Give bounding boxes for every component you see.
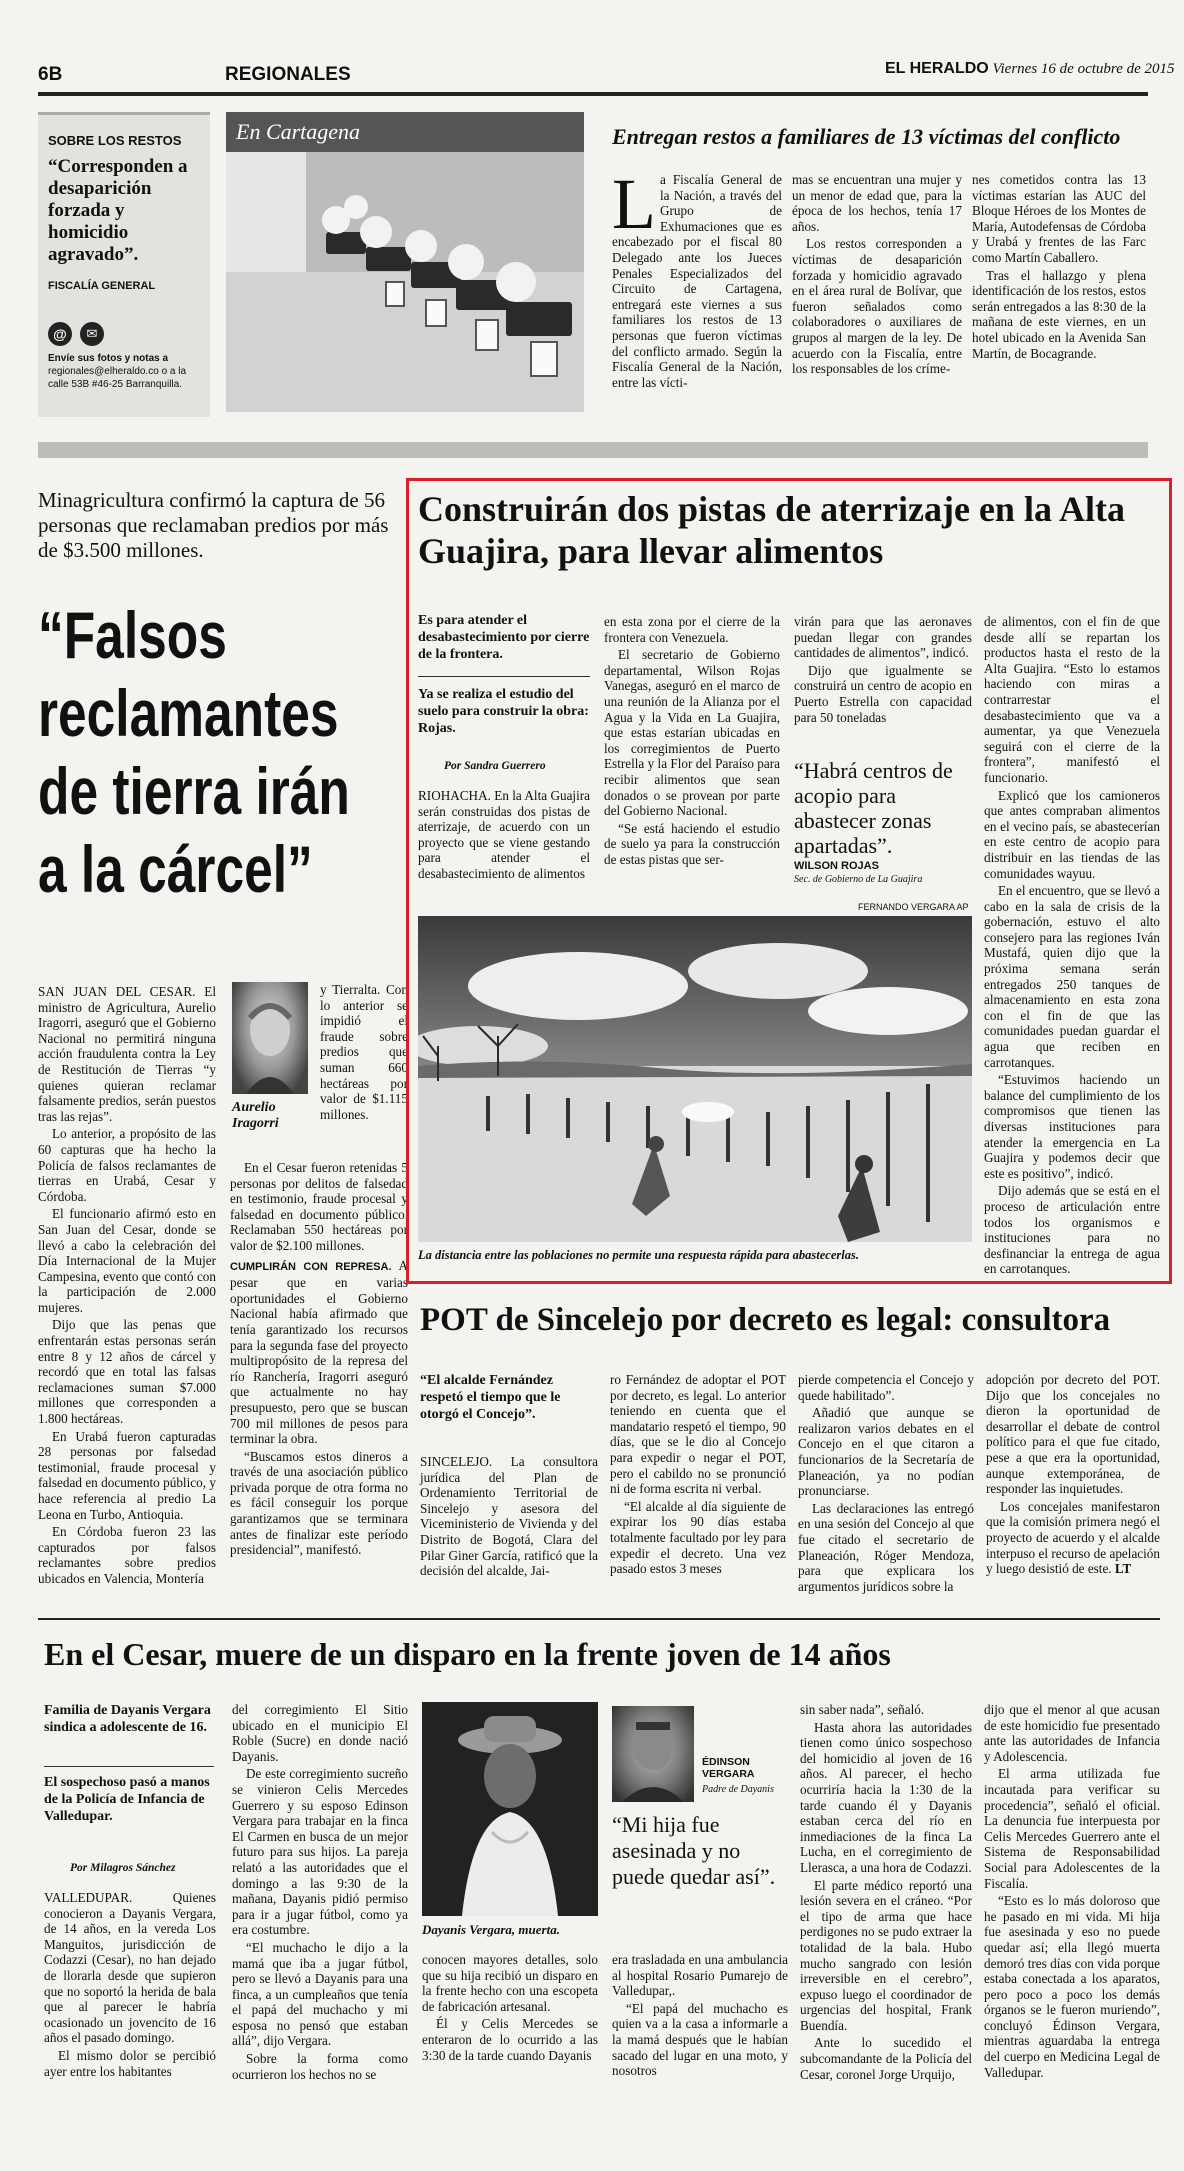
sidebar-label: SOBRE LOS RESTOS [48, 133, 182, 148]
cesar-col4-p1: era trasladada en una ambulancia al hospital Rosario Pumarejo de Valledupar,. [612, 1952, 788, 1999]
cesar-col-4 [612, 1952, 788, 2081]
falsos-p5: En Urabá fueron capturadas 28 personas por falsedad testimonial, fraude procesal y falsedad en documento público, y hace referencia al predio La Leona en Turbo, Antioquia. [38, 1428, 216, 1522]
falsos-p1 [38, 984, 216, 1124]
pistas-quote-author: WILSON ROJAS [794, 860, 879, 872]
portrait-illustration [232, 982, 308, 1094]
dayanis-photo [422, 1702, 598, 1916]
sidebar-contact [48, 352, 200, 391]
cesar-pull-quote: “Mi hija fue asesinada y no puede quedar así”. [612, 1812, 776, 1889]
falsos-col2-p3-text: A pesar que en varias oportunidades el Gobierno Nacional había afirmado que tenía garantizado los recursos para la segunda fase del proyecto multipropósito de la represa del río Ranchería, Iragorri aseguró que actualmente no hay presupuesto, pero que se buscan 700 mil millones de pesos para terminar la obra. [230, 1257, 408, 1447]
cesar-col6-p3: “Esto es lo más doloroso que he pasado en mi vida. Mi hija fue asesinada y eso no puede quedar así; ella llegó muerta demoró tres días con vida porque estaba conectada a los aparatos, pero poco a poco los demás órganos se le fueron muriendo”, concluyó Édinson Vergara, mientras aguardaba la entrega del cuerpo en Medicina Legal de Valledupar. [984, 1893, 1160, 2080]
cartagena-col3b-text: Tras el hallazgo y plena identificación de los restos, estos serán entregados a las 8:30 de la mañana de este viernes, en un hotel ubicado en la Avenida San Martín, de Bocagrande. [972, 267, 1146, 361]
pistas-headline: Construirán dos pistas de aterrizaje en la Alta Guajira, para llevar alimentos [418, 489, 1125, 571]
cartagena-tag: En Cartagena [226, 112, 584, 152]
cesar-col-3 [422, 1952, 598, 2065]
pistas-col-1 [418, 788, 590, 884]
falsos-deck: Minagricultura confirmó la captura de 56 personas que reclamaban predios por más de $3.500 millones. [38, 488, 389, 562]
pistas-col3-p2: Dijo que igualmente se construirá un centro de acopio en Puerto Estrella con capacidad para 50 toneladas [794, 662, 972, 725]
cesar-col3-p1: conocen mayores detalles, solo que su hija recibió un disparo en la frente hecho con una escopeta de fabricación artesanal. [422, 1952, 598, 2014]
cesar-col6-p2: El arma utilizada fue incautada para verificar su procedencia”, señaló el oficial. La denuncia fue interpuesta por Celis Mercedes Guerrero ante el Sistema de Responsabilidad Social para Adolescentes de la Fiscalía. [984, 1766, 1160, 1891]
falsos-headline-line: a la cárcel” [38, 832, 313, 906]
pistas-col1-text: En la Alta Guajira serán construidas dos pistas de aterrizaje, de acuerdo con un proyecto que se viene gestando para atender el desabastecimiento de alimentos [418, 788, 591, 881]
cartagena-headline: Entregan restos a familiares de 13 víctimas del conflicto [612, 124, 1121, 149]
pot-col4-p2-text: Los concejales manifestaron que la comisión primera negó el proyecto de acuerdo y el alcalde interpuso el recurso de apelación y luego desistió de este. [986, 1498, 1160, 1577]
pistas-quote-role: Sec. de Gobierno de La Guajira [794, 874, 923, 885]
sidebar-box [38, 112, 210, 417]
pistas-col3-p1: virán para que las aeronaves puedan llegar con grandes cantidades de alimentos”, indicó. [794, 614, 972, 661]
pistas-dateline: RIOHACHA. [418, 788, 491, 803]
pot-col3-p2: Añadió que aunque se realizaron varios debates en el Concejo en el que citaron a funcionarios de la Secretaría de Planeación, ya no podían pronunciarse. [798, 1405, 974, 1499]
cesar-headline: En el Cesar, muere de un disparo en la frente joven de 14 años [44, 1636, 891, 1672]
pot-col1-text: La consultora jurídica del Plan de Ordenamiento Territorial de Sincelejo y asesora del Viceministerio de Vivienda y del Distrito de Bogotá, Clara del Pilar Giner García, ratificó que la decisión del alcalde, Jai- [420, 1454, 599, 1579]
pistas-col-2 [604, 614, 780, 870]
iragorri-caption: Aurelio Iragorri [232, 1100, 279, 1131]
falsos-p6: En Córdoba fueron 23 las capturados por falsos reclamantes sobre predios ubicados en Valencia, Montería [38, 1524, 216, 1586]
pot-col4-p2 [986, 1499, 1160, 1577]
cesar-dateline: VALLEDUPAR. [44, 1890, 133, 1905]
cesar-col5-p1: sin saber nada”, señaló. [800, 1702, 925, 1717]
pistas-col4-p2: Explicó que los camioneros que antes compraban alimentos en el vecino país, se abastecerían en este centro de acopio para distribuir en las tiendas de las comunidades wayuu. [984, 787, 1160, 881]
section-divider-bar [38, 442, 1148, 458]
pistas-rule [418, 676, 590, 677]
pot-col3-p3: Las declaraciones las entregó en una sesión del Concejo al que fue citado el secretario de Planeación, Róger Mendoza, para que explicara los argumentos jurídicos sobre la [798, 1500, 974, 1594]
pistas-col4-p3: En el encuentro, que se llevó a cabo en la sala de crisis de la gobernación, estuvo el alto consejero para las regiones Iván Mustafá, quien dijo que la próxima semana serán entregados 250 tanques de almacenamiento en esta zona con el fin de que las comunidades puedan guardar el agua que reciben en carrotanques. [984, 883, 1160, 1070]
father-photo [612, 1706, 694, 1802]
iragorri-photo [232, 982, 308, 1094]
cesar-col4-p2: “El papá del muchacho es quien va a la casa a informarle a la mamá después que le habían sacado del lugar en una moto, y nosotros [612, 2000, 788, 2079]
falsos-subhead: CUMPLIRÁN CON REPRESA. [230, 1260, 392, 1273]
cesar-brief-rule [44, 1766, 214, 1767]
guajira-photo [418, 916, 972, 1242]
falsos-p4: Dijo que las penas que enfrentarán estas personas serán entre 8 y 12 años de cárcel y recordó que en total las falsas reclamaciones suman $7.000 millones que corresponden a 1.800 hectáreas. [38, 1317, 216, 1427]
at-icon: @ [48, 322, 72, 346]
pistas-col2-p1: en esta zona por el cierre de la frontera con Venezuela. [604, 614, 780, 645]
dayanis-caption: Dayanis Vergara, muerta. [422, 1922, 560, 1937]
drop-cap: L [612, 164, 656, 244]
falsos-col2-p3 [230, 1258, 408, 1447]
cesar-col1-p1: Quienes conocieron a Dayanis Vergara, de 14 años, en la vereda Los Manguitos, jurisdicción de Codazzi (Cesar), no han dejado de llorarla desde que supieron que no soportó la herida de bala que al parecer le habría ocasionado un jovencito de 16 años el pasado domingo. [44, 1890, 216, 2046]
cesar-col3-p2: Él y Celis Mercedes se enteraron de lo ocurrido a las 3:30 de la tarde cuando Dayanis [422, 2016, 598, 2063]
falsos-col-1 [38, 984, 216, 1589]
cesar-col2-p2: De este corregimiento sucreño se vinieron Celis Mercedes Guerrero y su esposo Edinson Vergara para trabajar en la finca El Carmen en busca de un mejor futuro para sus hijos. La pareja relató a las autoridades que el domingo a las 9:30 de la mañana, Dayanis pidió permiso para ir a jugar fútbol, como ya era costumbre. [232, 1766, 408, 1938]
cesar-col5-p3: El parte médico reportó una lesión severa en el cráneo. “Por el tipo de arma que hace perdigones no se pudo extraer la totalidad de la bala. Hubo mucho sangrado con lesión irreversible en el cerebro”, expuso luego el coordinador de urgencias del hospital, Frank Buendía. [800, 1877, 972, 2033]
pot-col-4 [986, 1372, 1160, 1579]
pot-col2-p1: ro Fernández de adoptar el POT por decreto, es legal. Lo anterior teniendo en cuenta que el mandatario respetó el tiempo, 90 días, que se le dio al Concejo para expedir o negar el POT, pero el cabildo no se pronunció ni de forma escrita ni verbal. [610, 1372, 786, 1497]
falsos-headline [38, 596, 408, 908]
falsos-headline-line: reclamantes [38, 676, 339, 750]
falsos-headline-line: “Falsos [38, 598, 227, 672]
pistas-col-4 [984, 614, 1160, 1279]
father-portrait [612, 1706, 694, 1802]
sidebar-icons [48, 322, 210, 346]
falsos-headline-line: de tierra irán [38, 754, 350, 828]
cartagena-col-3 [972, 172, 1146, 363]
falsos-p3: El funcionario afirmó esto en San Juan del Cesar, donde se llevó a cabo la celebración del Día Internacional de la Mujer Campesina, evento que contó con la participación de 2.000 mujeres. [38, 1206, 216, 1315]
cesar-top-rule [38, 1618, 1160, 1620]
cesar-byline: Por Milagros Sánchez [70, 1862, 176, 1874]
cartagena-col2b-text: Los restos corresponden a víctimas de desaparición forzada y homicidio agravado en el área rural de Bolívar, que fueron señalados como colaboradores o auxiliares de grupos al margen de la ley. De acuerdo con la Fiscalía, entre los responsables de los críme- [792, 236, 962, 377]
falsos-p1-text: El ministro de Agricultura, Aurelio Iragorri, aseguró que el Gobierno Nacional no permitirá ninguna acción fraudulenta contra la Ley de Restitución de Tierras “y quienes quieran reclamar falsamente predios, serán puestos tras las rejas”. [38, 984, 217, 1124]
pot-col-3 [798, 1372, 974, 1596]
pot-col-2 [610, 1372, 786, 1579]
pistas-col-3 [794, 614, 972, 727]
falsos-col2-top-text: y Tierralta. Con lo anterior se impidió el fraude sobre predios que suman 660 hectáreas por valor de $1.115 millones. [320, 982, 408, 1122]
pistas-brief-1: Es para atender el desabastecimiento por cierre de la frontera. [418, 613, 590, 662]
sidebar-source: FISCALÍA GENERAL [48, 280, 156, 292]
cesar-brief-2: El sospechoso pasó a manos de la Policía de Infancia de Valledupar. [44, 1775, 210, 1824]
cesar-col6-p1: dijo que el menor al que acusan de este homicidio fue presentado ante las autoridades de Infancia y Adolescencia. [984, 1702, 1160, 1764]
desert-landscape [418, 916, 972, 1242]
contact-address: o a la calle 53B #46-25 Barranquilla. [48, 366, 187, 390]
cesar-brief-1: Familia de Dayanis Vergara sindica a adolescente de 16. [44, 1703, 211, 1735]
cartagena-col1-text: a Fiscalía General de la Nación, a través del Grupo de Exhumaciones que es encabezado por el fiscal 80 Delegado ante los Jueces Penales Especializados del Circuito de Cartagena, entregará este viernes a sus familiares los restos de 13 personas que fueron víctimas del conflicto armado. Según la Fiscalía General de la Nación, entre las vícti- [612, 172, 782, 390]
masthead [885, 60, 1175, 78]
falsos-col-2-top [320, 982, 408, 1124]
pot-sign: LT [1114, 1561, 1132, 1577]
falsos-col-2 [230, 1160, 408, 1560]
pot-headline: POT de Sincelejo por decreto es legal: consultora [420, 1302, 1111, 1338]
pistas-col2-p3: “Se está haciendo el estudio de suelo ya para la construcción de estas pistas que ser- [604, 820, 780, 867]
pistas-col4-p5: Dijo además que se está en el proceso de articulación entre todos los organismos e instituciones para no desfinanciar la entrega de agua en carrotanques. [984, 1183, 1160, 1277]
cesar-col-2 [232, 1702, 408, 2084]
cartagena-photo [226, 112, 584, 412]
cesar-col2-p1: del corregimiento El Sitio ubicado en el municipio El Roble (Sucre) en donde nació Dayanis. [232, 1702, 408, 1764]
pistas-brief-2: Ya se realiza el estudio del suelo para construir la obra: Rojas. [418, 687, 589, 736]
pistas-col2-p2: El secretario de Gobierno departamental, Wilson Rojas Vanegas, aseguró en el marco de una reunión de la Alianza por el Agua y la Vida en La Guajira, que estas estarían ubicadas en los corregimientos de Puerto Estrella y la Flor del Paraíso para recibir alimentos que sean donados o se provean por parte del Gobierno Nacional. [604, 647, 780, 819]
pot-dateline: SINCELEJO. [420, 1454, 493, 1469]
section-name: REGIONALES [225, 64, 351, 85]
pistas-col4-p4: “Estuvimos haciendo un balance del cumplimiento de los compromisos que tienen las diversas instituciones para atender la emergencia en La Guajira y podemos decir que este es positivo”, indicó. [984, 1072, 1160, 1181]
cesar-col-1 [44, 1890, 216, 2081]
page-number: 6B [38, 64, 63, 85]
coffins-illustration [226, 112, 584, 412]
cesar-col-5 [800, 1702, 972, 2084]
father-name: ÉDINSON VERGARA [702, 1756, 755, 1780]
pot-col4-p1: adopción por decreto del POT. Dijo que los concejales no dieron la oportunidad de desarrollar el debate de control político para el que fue citado, pese a que era la oportunidad, aunque extemporánea, de responder las inquietudes. [986, 1372, 1160, 1497]
cesar-col5-p4: Ante lo sucedido el subcomandante de la Policía del Cesar, coronel Jorge Urquijo, [800, 2035, 972, 2082]
pistas-col4-p1: de alimentos, con el fin de que desde allí se repartan los productos hasta el resto de la Alta Guajira. “Esto lo estamos haciendo con miras a contrarrestar el desabastecimiento que va a aumentar, ya que Venezuela seguirá con el cierre de la frontera”, manifestó el funcionario. [984, 614, 1160, 785]
cesar-col2-p3: “El muchacho le dijo a la mamá que iba a jugar fútbol, pero se llevó a Dayanis para una finca, a un cumpleaños que tenía el papá del muchacho y mi esposa no pensó que estaban allá”, dijo Vergara. [232, 1939, 408, 2049]
pot-col3-p1: pierde competencia el Concejo y quede habilitado”. [798, 1372, 974, 1403]
cesar-col1-p2: El mismo dolor se percibió ayer entre los habitantes [44, 2047, 216, 2079]
cesar-col2-p4: Sobre la forma como ocurrieron los hechos no se [232, 2051, 408, 2082]
sidebar-quote: “Corresponden a desaparición forzada y homicidio agravado”. [48, 156, 188, 265]
pistas-pull-quote: “Habrá centros de acopio para abastecer zonas apartadas”. [794, 758, 953, 858]
cesar-col5-p2: Hasta ahora las autoridades tienen como único sospechoso del homicidio al joven de 16 años. Al parecer, el hecho ocurriría hacia la 1:30 de la tarde cuando él y Dayanis estaban cerca del río en inmediaciones de la finca La Lucha, en el corregimiento de Llerasca, a una hora de Codazzi. [800, 1719, 972, 1875]
father-role: Padre de Dayanis [702, 1784, 774, 1795]
contact-text: Envíe sus fotos y notas a [48, 353, 169, 364]
falsos-col2-p4: “Buscamos estos dineros a través de una asociación público privada porque de otra forma no es fácil conseguir los porque garantizamos que se terminara antes de finalizar este período presidencial”, manifestó. [230, 1448, 408, 1558]
cartagena-col-1 [612, 164, 782, 390]
falsos-p2: Lo anterior, a propósito de las 60 capturas que ha hecho la Policía de falsos reclamantes de tierras en Urabá, Cesar y Córdoba. [38, 1126, 216, 1204]
cartagena-col3-text: nes cometidos contra las 13 víctimas estarían las AUC del Bloque Héroes de los Montes de María, Autodefensas de Córdoba y Urabá y frentes de las Farc como Martín Caballero. [972, 172, 1146, 265]
pot-col-1 [420, 1454, 598, 1581]
header-rule [38, 92, 1148, 96]
pistas-byline: Por Sandra Guerrero [444, 760, 546, 772]
contact-email[interactable]: regionales@elheraldo.co [48, 366, 159, 377]
photo-credit: FERNANDO VERGARA AP [858, 902, 969, 912]
falsos-col2-p2: En el Cesar fueron retenidas 5 personas por delitos de falsedad en testimonio, fraude procesal y falsedad en documento público. Reclamaban 550 hectáreas por valor de $2.100 millones. [230, 1160, 408, 1253]
falsos-dateline: SAN JUAN DEL CESAR. [38, 984, 196, 999]
cartagena-col2-text: mas se encuentran una mujer y un menor de edad que, para la época de los hechos, tenía 17 años. [792, 172, 962, 234]
pot-col2-p2: “El alcalde al día siguiente de expirar los 90 días estaba totalmente facultado por ley para expedir el decreto. Una vez pasado estos 3 meses [610, 1498, 786, 1577]
envelope-icon: ✉ [80, 322, 104, 346]
cartagena-col-2 [792, 172, 962, 379]
pot-brief: “El alcalde Fernández respetó el tiempo que le otorgó el Concejo”. [420, 1373, 561, 1422]
guajira-photo-caption: La distancia entre las poblaciones no permite una respuesta rápida para abastecerlas. [418, 1248, 859, 1262]
girl-portrait [422, 1702, 598, 1916]
issue-date: Viernes 16 de octubre de 2015 [992, 61, 1175, 77]
cesar-col-6 [984, 1702, 1160, 2082]
publication-name: EL HERALDO [885, 60, 989, 77]
